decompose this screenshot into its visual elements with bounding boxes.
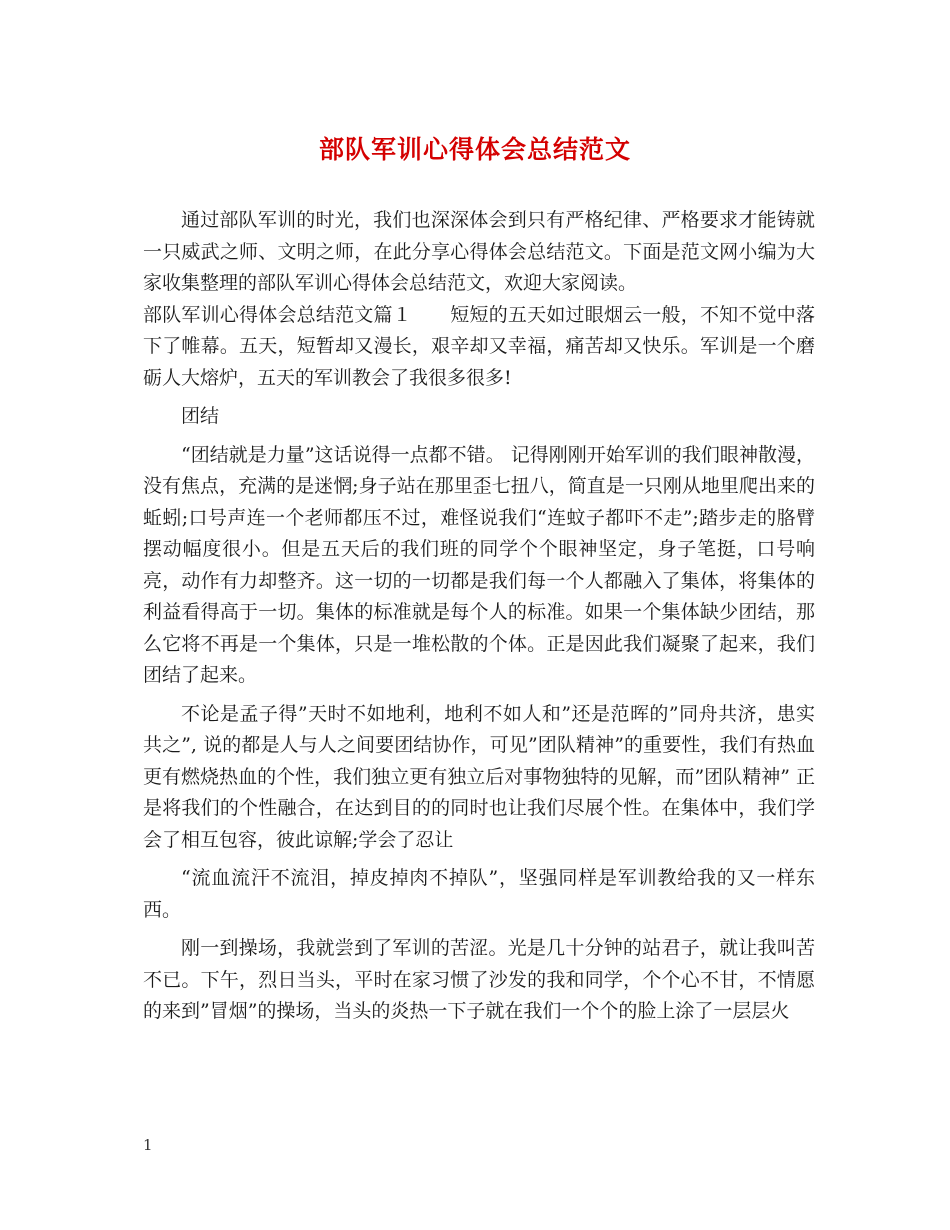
page-number: 1 xyxy=(143,1136,153,1154)
paragraph-playground: 刚一到操场，我就尝到了军训的苦涩。光是几十分钟的站君子，就让我叫苦不已。下午，烈日当头，平时在家习惯了沙发的我和同学，个个心不甘，不情愿的来到”冒烟”的操场，当头的炎热一下子就在我们一个个的脸上涂了一层层火 xyxy=(143,937,815,1022)
document-title: 部队军训心得体会总结范文 xyxy=(318,135,631,164)
paragraph-unity-power: “团结就是力量”这话说得一点都不错。 记得刚刚开始军训的我们眼神散漫，没有焦点，充满的是迷惘;身子站在那里歪七扭八，简直是一只刚从地里爬出来的蚯蚓;口号声连一个老师都压不过，难怪说我们“连蚊子都吓不走”;踏步走的胳臂摆动幅度很小。但是五天后的我们班的同学个个眼神坚定，身子笔挺，口号响亮，动作有力却整齐。这一切的一切都是我们每一个人都融入了集体，将集体的利益看得高于一切。集体的标准就是每个人的标准。如果一个集体缺少团结，那么它将不再是一个集体，只是一堆松散的个体。正是因此我们凝聚了起来，我们团结了起来。 xyxy=(143,443,815,686)
paragraph-strength: “流血流汗不流泪，掉皮掉肉不掉队”，坚强同样是军训教给我的又一样东西。 xyxy=(143,867,815,921)
paragraph-intro: 通过部队军训的时光，我们也深深体会到只有严格纪律、严格要求才能铸就一只威武之师、文明之师，在此分享心得体会总结范文。下面是范文网小编为大家收集整理的部队军训心得体会总结范文，欢迎大家阅读。 xyxy=(143,209,815,294)
paragraph-section-one: 部队军训心得体会总结范文篇１ 短短的五天如过眼烟云一般，不知不觉中落下了帷幕。五天，短暂却又漫长，艰辛却又幸福，痛苦却又快乐。军训是一个磨砺人大熔炉，五天的军训教会了我很多很多! xyxy=(143,303,815,389)
paragraph-team-spirit: 不论是孟子得”天时不如地利，地利不如人和”还是范晖的”同舟共济，患实共之”, 说的都是人与人之间要团结协作，可见”团队精神”的重要性，我们有热血更有燃烧热血的个性，我们独立更有独立后对事物独特的见解，而”团队精神” 正是将我们的个性融合，在达到目的的同时也让我们尽展个性。在集体中，我们学会了相互包容，彼此谅解;学会了忍让 xyxy=(143,702,815,851)
paragraph-heading-unity: 团结 xyxy=(181,405,220,427)
document-body xyxy=(143,205,815,1028)
